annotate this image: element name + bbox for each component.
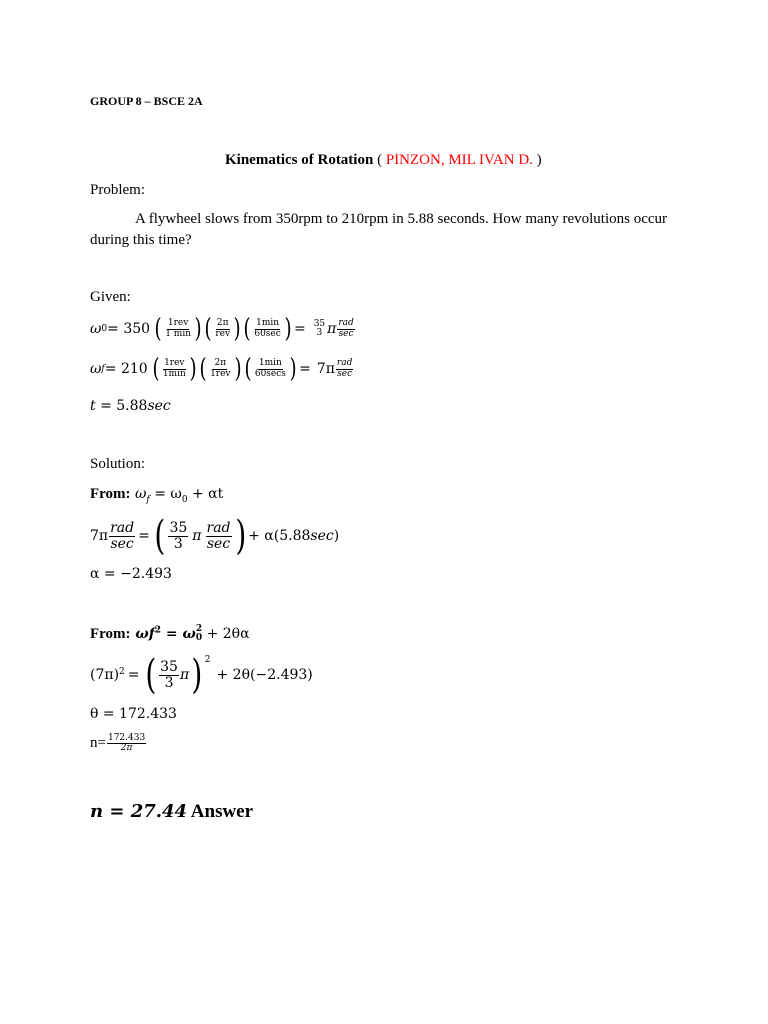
frac-den: sec (338, 328, 354, 339)
n-fraction (90, 734, 147, 754)
frac-num: rad (206, 519, 231, 536)
frac-num: rad (336, 358, 353, 369)
factor-2pi-rev: ( $\frac{2\pi}{\text{rev}}$ ) (204, 314, 241, 344)
equals-value: = 210 (104, 361, 148, 377)
title-text: Kinematics of Rotation (225, 152, 374, 168)
answer-equation: n = 27.44 (90, 801, 188, 822)
frac-num: 1rev (164, 358, 185, 369)
subscript: 0 (181, 494, 188, 505)
equals: = (299, 361, 311, 377)
subscript: f (146, 494, 150, 505)
problem-text-line1: A flywheel slows from 350rpm to 210rpm in 5.88 seconds. How many revolutions occur (135, 211, 668, 227)
omega-symbol: ω (90, 321, 102, 337)
time-unit: sec (310, 528, 334, 544)
equation-tail: + α(5.88 (248, 528, 311, 544)
solution-step-2 (90, 652, 313, 698)
frac-den: 2π (120, 743, 133, 754)
frac-den: 1rev (210, 368, 231, 379)
solution-label: Solution: (90, 456, 146, 472)
unit-rad-sec (206, 521, 232, 551)
from-label: From: (90, 626, 131, 642)
equation-part: ωf (130, 626, 155, 642)
solution-step-1 (90, 513, 340, 559)
pi-symbol: π (192, 528, 202, 544)
given-omega0-equation (90, 316, 356, 342)
lhs: 7π (90, 528, 109, 544)
paren-group: ( $\frac{35}{3}$ π ) (144, 652, 203, 698)
equation-part: = ω (149, 486, 182, 502)
frac-num: 35 (160, 658, 178, 675)
frac-num: rad (110, 519, 135, 536)
equation-part: + αt (187, 486, 224, 502)
frac-den: sec (206, 535, 231, 552)
group-label: GROUP 8 – BSCE 2A (90, 94, 203, 108)
unit-rad-sec (336, 359, 353, 379)
frac-den: 3 (173, 535, 183, 552)
n-label: n= (90, 735, 106, 752)
superscript: 2 (195, 624, 203, 634)
unit-rad-sec (109, 521, 135, 551)
frac-den: 1min (162, 368, 186, 379)
theta-result: θ = 172.433 (90, 706, 177, 722)
ratio-35-3 (159, 660, 179, 690)
time-unit: sec (147, 398, 171, 414)
frac-den: 60secs (254, 368, 286, 379)
subscript: 0 (101, 324, 108, 334)
equals: = (138, 528, 150, 544)
frac-num: 1min (256, 318, 280, 329)
ratio-35-3 (313, 320, 326, 339)
ratio-35-3 (168, 521, 188, 551)
frac-den: 3 (164, 674, 174, 691)
frac-den: 60sec (254, 328, 281, 339)
lhs: (7π) (90, 667, 120, 683)
frac-den: rev (215, 328, 231, 339)
from-label: From: (90, 486, 131, 502)
given-omegaf-equation (90, 356, 354, 382)
factor-2pi-rev: ( $\frac{2\pi}{\text{1rev}}$ ) (199, 354, 242, 384)
frac-den: sec (337, 368, 353, 379)
superscript: 2 (119, 667, 125, 677)
equals: = (293, 321, 306, 337)
unit-rad-sec (337, 319, 354, 339)
answer-word: Answer (187, 801, 254, 822)
alpha-result: α = −2.493 (90, 566, 172, 582)
problem-text-line2: during this time? (90, 232, 192, 248)
frac-num: 1min (258, 358, 282, 369)
frac-den: sec (110, 535, 134, 552)
frac-num: 35 (169, 519, 188, 536)
frac-num: 172.433 (107, 733, 146, 743)
equals-value: = 350 (107, 321, 151, 337)
from-equation-1 (90, 486, 223, 505)
author-paren-close: ) (532, 152, 542, 168)
frac-den: 1 min (165, 328, 192, 339)
factor-rev-min: ( $\frac{\text{1rev}}{1\min}$ ) (152, 354, 197, 384)
omega-symbol: ω (90, 361, 102, 377)
t-symbol: t (90, 398, 96, 414)
time-value: = 5.88 (95, 398, 148, 414)
factor-min-sec: ( $\frac{1\min}{60\sec}$ ) (243, 314, 292, 344)
frac-num: 2π (216, 318, 229, 329)
factor-rev-min: ( $\frac{\text{1rev}}{1 \min}$ ) (154, 314, 202, 344)
frac-num: 1rev (167, 318, 189, 329)
given-time-equation (90, 398, 171, 414)
equals: = (127, 667, 140, 683)
equation-part: + 2θα (202, 626, 250, 642)
frac-den: 3 (316, 328, 323, 338)
from-equation-2 (90, 625, 250, 643)
factor-min-sec: ( $\frac{1\min}{60\sec s}$ ) (244, 354, 297, 384)
omega-symbol: ω (135, 486, 147, 502)
author-name: PINZON, MIL IVAN D. (385, 152, 533, 168)
subscript: 0 (195, 633, 203, 643)
equation-tail: + 2θ(−2.493) (216, 667, 313, 683)
subscript: f (101, 364, 105, 374)
superscript: 2 (154, 625, 162, 636)
paren-group: ( $\frac{35}{3}$ π $\frac{\text{rad}}{\sec}$ ) (154, 513, 246, 559)
equation-part: = ω (161, 626, 196, 642)
pi-symbol: π (179, 667, 190, 683)
frac-num: rad (338, 318, 354, 329)
superscript: 2 (204, 655, 211, 665)
problem-label: Problem: (90, 182, 145, 198)
given-label: Given: (90, 289, 131, 305)
author-paren-open: ( (377, 152, 386, 168)
pi-symbol: π (327, 321, 337, 337)
document-title (225, 152, 542, 169)
paren-close: ) (333, 528, 340, 544)
coefficient: 7π (316, 361, 335, 377)
revolutions-fraction (107, 734, 146, 754)
frac-num: 2π (214, 358, 227, 369)
frac-num: 35 (313, 318, 326, 329)
final-answer (90, 801, 253, 823)
